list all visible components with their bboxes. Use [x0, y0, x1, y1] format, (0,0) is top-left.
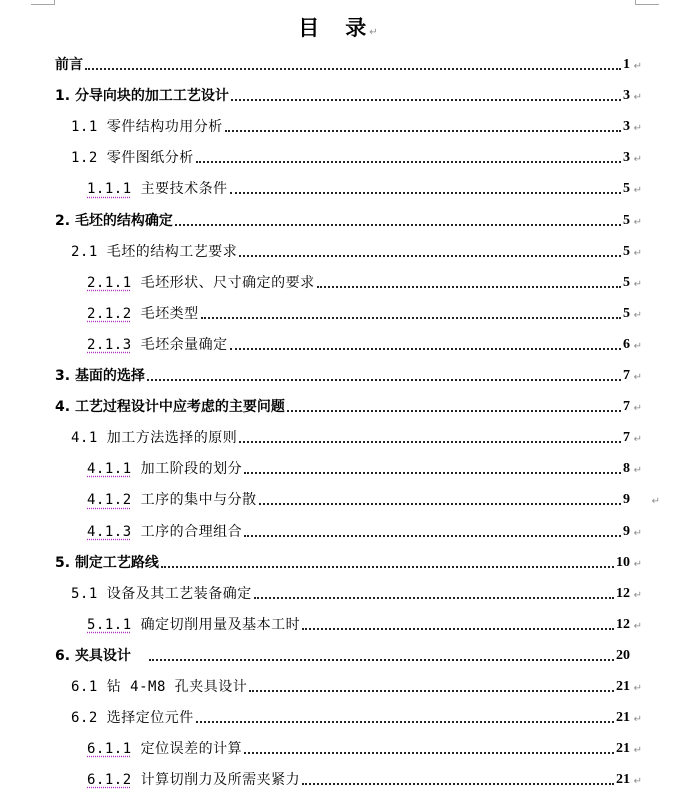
paragraph-mark-icon: ↵ [633, 403, 642, 415]
toc-entry-text: 选择定位元件 [106, 710, 194, 727]
toc-entry-label[interactable] [71, 243, 237, 261]
toc-entry[interactable] [55, 210, 642, 230]
toc-entry-text: 设备及其工艺装备确定 [106, 585, 252, 602]
toc-entry-number: 4.1.3 [87, 523, 132, 540]
dot-leader [201, 316, 621, 319]
toc-entry-number: 6.1.1 [87, 741, 132, 758]
toc-entry[interactable] [87, 769, 642, 789]
paragraph-mark-icon: ↵ [633, 92, 642, 104]
toc-entry-label[interactable] [71, 709, 194, 727]
toc-entry[interactable] [87, 521, 642, 541]
toc-entry-number: 2.1 [71, 243, 98, 260]
toc-title [0, 12, 678, 42]
toc-entry-number: 4. [55, 399, 71, 416]
toc-entry-text: 定位误差的计算 [140, 741, 243, 758]
toc-entry-label[interactable] [55, 367, 145, 385]
paragraph-mark-icon: ↵ [633, 683, 642, 694]
paragraph-mark-icon: ↵ [633, 372, 642, 383]
paragraph-mark-icon: ↵ [369, 27, 380, 38]
toc-entry-number: 1. [55, 88, 71, 105]
dot-leader [225, 129, 621, 132]
toc-entry-text: 工序的合理组合 [140, 523, 243, 540]
paragraph-mark-icon: ↵ [633, 527, 642, 539]
toc-entry-page-number: 7 [623, 399, 630, 415]
toc-entry-page-number: 9 [623, 523, 630, 539]
toc-entry-page-number: 5 [623, 243, 630, 259]
dot-leader [230, 347, 621, 350]
paragraph-mark-icon: ↵ [633, 434, 642, 446]
toc-entry-number: 2.1.2 [87, 305, 132, 322]
toc-entry-number: 1.1.1 [87, 181, 132, 198]
toc-entry-text: 制定工艺路线 [74, 554, 159, 571]
toc-entry-page-number: 12 [616, 585, 630, 601]
toc-entry-label[interactable] [87, 616, 300, 634]
toc-entry-page-number: 3 [623, 119, 630, 135]
paragraph-mark-icon: ↵ [633, 558, 642, 570]
toc-entry-page-number: 21 [616, 679, 630, 694]
page-corner-mark-left [31, 0, 55, 5]
toc-entry[interactable] [71, 583, 642, 603]
toc-entry-page-number: 9 [623, 492, 630, 508]
toc-entry-number: 4.1 [71, 430, 98, 447]
paragraph-mark-icon: ↵ [633, 278, 642, 290]
toc-entry-text: 毛坯类型 [140, 305, 199, 322]
paragraph-mark-icon: ↵ [633, 776, 642, 788]
dot-leader [196, 160, 621, 163]
title-char-1: 目 [298, 16, 322, 40]
dot-leader [175, 223, 621, 226]
toc-entry-number: 5. [55, 554, 71, 571]
toc-entry-page-number: 5 [623, 274, 630, 290]
toc-entry-number: 5.1.1 [87, 616, 132, 633]
toc-entry-number: 2.1.3 [87, 336, 132, 353]
dot-leader [259, 502, 621, 505]
toc-entry-label[interactable] [55, 212, 173, 230]
dot-leader [161, 565, 614, 568]
toc-entry-text: 加工方法选择的原则 [106, 430, 238, 447]
toc-entry-text: 毛坯余量确定 [140, 336, 228, 353]
toc-entry-label[interactable] [71, 149, 194, 167]
toc-entry-label[interactable] [87, 274, 315, 292]
paragraph-mark-icon: ↵ [633, 745, 642, 757]
toc-entry[interactable] [71, 676, 642, 696]
toc-entry-page-number: 5 [623, 305, 630, 321]
toc-entry-number: 2.1.1 [87, 274, 132, 291]
toc-entry-page-number: 3 [623, 88, 630, 104]
toc-entry[interactable] [55, 396, 642, 416]
toc-entry-number: 6.1 [71, 679, 98, 695]
paragraph-mark-icon: ↵ [633, 216, 642, 228]
dot-leader [239, 254, 621, 257]
toc-entry-label[interactable] [87, 771, 300, 789]
toc-entry[interactable] [87, 334, 642, 354]
paragraph-mark-icon: ↵ [633, 620, 642, 632]
toc-entry-page-number: 8 [623, 461, 630, 477]
toc-entry-text: 钻 4-M8 孔夹具设计 [106, 679, 248, 695]
dot-leader [244, 534, 621, 537]
paragraph-mark-icon: ↵ [633, 61, 642, 72]
dot-leader [302, 782, 614, 785]
toc-entry-text: 零件结构功用分析 [106, 119, 223, 136]
toc-entry-number: 5.1 [71, 585, 98, 602]
toc-entry-number: 1.2 [71, 150, 98, 167]
toc-entry-page-number: 21 [616, 772, 630, 788]
paragraph-mark-icon: ↵ [633, 185, 642, 197]
toc-entry-label[interactable] [87, 305, 199, 323]
title-char-2: 录 [345, 16, 369, 40]
toc-entry-label[interactable] [87, 491, 257, 509]
dot-leader [254, 596, 614, 599]
toc-entry[interactable] [71, 147, 642, 167]
paragraph-mark-icon: ↵ [633, 154, 642, 166]
dot-leader [287, 409, 621, 412]
dot-leader [230, 191, 621, 194]
dot-leader [196, 720, 614, 723]
toc-entry-number: 6.1.2 [87, 772, 132, 789]
toc-entry-number: 2. [55, 212, 71, 229]
dot-leader [147, 378, 621, 381]
toc-entry-label[interactable] [71, 118, 223, 136]
toc-entry[interactable] [71, 707, 642, 727]
toc-entry-label[interactable] [55, 647, 131, 665]
dot-leader [244, 751, 614, 754]
dot-leader [149, 658, 614, 661]
toc-entry-text: 夹具设计 [74, 647, 131, 664]
toc-entry-text: 前言 [55, 57, 83, 73]
toc-entry-number: 6.2 [71, 710, 98, 727]
page-corner-mark-right [635, 0, 659, 5]
toc-entry-page-number: 10 [616, 554, 630, 570]
toc-entry-label[interactable] [87, 460, 242, 478]
toc-entry-label[interactable] [71, 429, 237, 447]
toc-entry-text: 计算切削力及所需夹紧力 [140, 772, 301, 789]
dot-leader [231, 98, 621, 101]
toc-entry-page-number: 12 [616, 616, 630, 632]
toc-entry-label[interactable] [87, 180, 228, 198]
toc-entry-text: 毛坯的结构工艺要求 [106, 243, 238, 260]
toc-entry-label[interactable] [87, 523, 242, 541]
toc-entry[interactable] [71, 241, 642, 261]
paragraph-mark-icon: ↵ [633, 340, 642, 352]
dot-leader [85, 67, 621, 70]
toc-entry-text: 工序的集中与分散 [140, 492, 257, 509]
toc-entry-page-number: 20 [616, 647, 630, 663]
toc-entry-text: 分导向块的加工工艺设计 [74, 88, 229, 105]
toc-entry-page-number: 7 [623, 368, 630, 383]
toc-entry[interactable] [87, 303, 642, 323]
toc-entry-label[interactable] [55, 398, 285, 416]
toc-entry[interactable] [87, 489, 660, 509]
paragraph-mark-icon: ↵ [633, 465, 642, 477]
toc-entry-page-number: 1 [623, 57, 630, 72]
toc-entry-text: 加工阶段的划分 [140, 461, 243, 478]
toc-entry-page-number: 7 [623, 430, 630, 446]
toc-entry-text: 零件图纸分析 [106, 150, 194, 167]
dot-leader [249, 689, 614, 692]
dot-leader [317, 285, 621, 288]
toc-entry-label[interactable] [55, 554, 159, 572]
toc-entry-number: 1.1 [71, 119, 98, 136]
toc-entry-number: 3. [55, 368, 71, 384]
paragraph-mark-icon: ↵ [633, 123, 642, 135]
toc-entry-label[interactable] [55, 56, 83, 74]
toc-entry[interactable] [55, 552, 642, 572]
toc-entry-text: 主要技术条件 [140, 181, 228, 198]
toc-entry-page-number: 21 [616, 710, 630, 726]
toc-entry[interactable] [87, 178, 642, 198]
dot-leader [239, 440, 621, 443]
toc-entry-label[interactable] [71, 585, 252, 603]
toc-entry-label[interactable] [55, 87, 229, 105]
toc-entry-label[interactable] [87, 336, 228, 354]
paragraph-mark-icon: ↵ [633, 714, 642, 726]
paragraph-mark-icon: ↵ [633, 247, 642, 259]
paragraph-mark-icon: ↵ [633, 309, 642, 321]
toc-entry-label[interactable] [87, 740, 242, 758]
toc-entry-text: 毛坯形状、尺寸确定的要求 [140, 274, 315, 291]
paragraph-mark-icon: ↵ [633, 589, 642, 601]
toc-entry-text: 毛坯的结构确定 [74, 212, 173, 229]
toc-entry-text: 确定切削用量及基本工时 [140, 616, 301, 633]
toc-entry[interactable] [87, 738, 642, 758]
paragraph-mark-icon: ↵ [651, 496, 660, 508]
toc-entry[interactable] [71, 116, 642, 136]
toc-entry-label[interactable] [71, 678, 247, 696]
toc-entry-number: 4.1.1 [87, 461, 132, 478]
toc-entry[interactable] [55, 54, 642, 74]
dot-leader [244, 471, 621, 474]
toc-entry-page-number: 6 [623, 336, 630, 352]
toc-entry-page-number: 5 [623, 181, 630, 197]
toc-entry[interactable] [55, 85, 642, 105]
toc-entry[interactable] [87, 614, 642, 634]
toc-entry[interactable] [71, 427, 642, 447]
toc-entry[interactable] [55, 645, 630, 665]
toc-entry[interactable] [87, 458, 642, 478]
toc-entry[interactable] [55, 365, 642, 385]
toc-entry-number: 4.1.2 [87, 492, 132, 509]
dot-leader [302, 627, 614, 630]
toc-entry-page-number: 21 [616, 741, 630, 757]
toc-entry-page-number: 5 [623, 212, 630, 228]
toc-entry[interactable] [87, 272, 642, 292]
toc-entry-text: 工艺过程设计中应考虑的主要问题 [74, 399, 285, 416]
toc-entry-number: 6. [55, 647, 71, 664]
toc-entry-page-number: 3 [623, 150, 630, 166]
toc-entry-text: 基面的选择 [74, 368, 145, 384]
